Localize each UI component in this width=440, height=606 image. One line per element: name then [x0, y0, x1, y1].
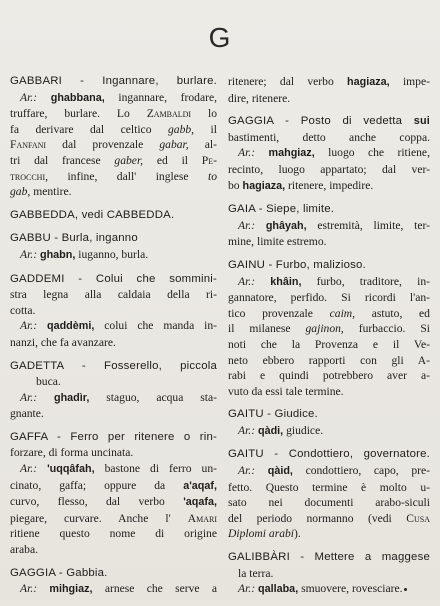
definition-line: Ar.: qàdi, giudice.: [238, 423, 324, 437]
definition-line: Ar.: ghadìr, staguo, acqua sta-: [20, 390, 217, 404]
definition-line: Ar.: ghabbana, ingannare, frodare,: [20, 90, 217, 104]
entry-gaffa: [10, 430, 217, 558]
definition-line: araba.: [10, 543, 38, 557]
entry-gaggia: [10, 566, 217, 598]
headword-line: GADETTA - Fosserello, piccola: [10, 359, 217, 372]
definition-line: neto ebbero rapporti con gli A-: [228, 353, 430, 367]
definition-line: Ar.: qàid, condottiero, capo, pre-: [238, 464, 430, 478]
definition-line: nanzi, che fa avanzare.: [10, 335, 116, 349]
definition-line: cinato, gaffa; oppure da a'aqaf,: [10, 478, 217, 492]
definition-line: recinto, luogo appartato; dal ver-: [228, 162, 430, 176]
definition-line: Fanfani dal provenzale gabar, al-: [10, 138, 217, 152]
entry-gaitu: [228, 407, 430, 439]
headword-line: GABBU - Burla, inganno: [10, 232, 138, 245]
definition-line: stra legna alla caldaia della ri-: [10, 288, 217, 302]
definition-line: trocchi, infine, dall' inglese to: [10, 169, 217, 183]
definition-line: forzare, di forma uncinata.: [10, 446, 134, 460]
headword-line: GAGGIA - Posto di vedetta sui: [228, 115, 430, 128]
headword-line: GAINU - Furbo, malizioso.: [228, 258, 366, 271]
definition-line: sato nei documenti arabo-siculi: [228, 496, 430, 510]
definition-line: noti che la Provenza e il Ve-: [228, 337, 430, 351]
definition-line: truffare, burlare. Lo Zambaldi lo: [10, 107, 218, 121]
entry-gainu: [228, 258, 430, 399]
definition-line: mine, limite estremo.: [228, 235, 327, 249]
definition-line: ritiene questo nome di origine: [10, 527, 217, 541]
entry-gaia: [228, 202, 430, 250]
headword-line: GABBEDDA, vedi CABBEDDA.: [10, 208, 175, 221]
headword-line: GADDEMI - Colui che sommini-: [10, 272, 217, 285]
entry-gaitu-2: [228, 447, 430, 542]
definition-line: del periodo normanno (vedi Cusa: [228, 511, 430, 525]
definition-line: Ar.: mahgiaz, luogo che ritiene,: [238, 146, 430, 160]
definition-line: curvo, flesso, dal verbo 'aqafa,: [10, 495, 217, 509]
definition-line: tico provenzale caim, astuto, ed: [228, 306, 430, 320]
definition-line: Ar.: 'uqqâfah, bastone di ferro un-: [20, 462, 217, 476]
definition-line: fa derivare dal celtico gabb, il: [10, 122, 218, 136]
headword-line: GAIA - Siepe, limite.: [228, 203, 335, 216]
definition-line: gannatore, perfido. Si ricordi l'an-: [228, 291, 430, 305]
left-column: [10, 74, 217, 606]
entry-galibbari: [228, 550, 430, 598]
definition-line: Diplomi arabi).: [228, 527, 301, 541]
definition-line: Ar.: qaddèmi, colui che manda in-: [20, 319, 217, 333]
right-column: [228, 74, 430, 606]
entry-gaggia-continued: [228, 74, 430, 106]
definition-line: dire, ritenere.: [228, 91, 291, 105]
entry-gaddemi: [10, 272, 217, 351]
headword-line: GAGGIA - Gabbia.: [10, 566, 108, 579]
definition-line: Ar.: khâin, furbo, traditore, in-: [238, 274, 430, 288]
definition-line: rabi e quindi potrebbero aver a-: [228, 369, 430, 383]
entry-gabbari: [10, 74, 217, 200]
definition-line: piegare, curvare. Anche l' Amari: [10, 511, 217, 525]
entry-gadetta: [10, 359, 217, 422]
definition-line: Ar.: ghabn, iuganno, burla.: [20, 247, 149, 261]
definition-line: Ar.: mihgiaz, arnese che serve a: [20, 582, 217, 596]
entry-gaggia-2: [228, 114, 430, 194]
definition-line: vuto da essi tale termine.: [228, 384, 344, 398]
definition-line: fetto. Questo termine è molto u-: [228, 480, 430, 494]
definition-line: buca.: [36, 375, 61, 389]
definition-line: bastimenti, detto anche coppa.: [228, 130, 430, 144]
entry-gabbedda: [10, 208, 217, 224]
definition-line: Ar.: ghâyah, estremità, limite, ter-: [238, 218, 430, 232]
headword-line: GAFFA - Ferro per ritenere o rin-: [10, 430, 217, 443]
headword-line: GAITU - Giudice.: [228, 408, 318, 421]
entry-gabbu: [10, 231, 217, 263]
section-letter: G: [208, 22, 232, 53]
headword-line: GALIBBÀRI - Mettere a maggese: [228, 551, 430, 564]
definition-line: gab, mentire.: [10, 185, 72, 199]
headword-line: GAITU - Condottiero, governatore.: [228, 448, 430, 461]
definition-line: Ar.: qallaba, smuovere, rovesciare.: [238, 582, 403, 596]
headword-line: GABBARI - Ingannare, burlare.: [10, 75, 217, 87]
definition-line: ritenere; dal verbo hagiaza, impe-: [228, 75, 430, 88]
definition-line: gnante.: [10, 407, 44, 421]
print-dot-mark: [404, 588, 407, 591]
definition-line: il milanese gajinon, furbaccio. Si: [228, 322, 431, 336]
definition-line: cotta.: [10, 303, 36, 317]
definition-line: la terra.: [238, 566, 274, 580]
definition-line: tri dal francese gaber, ed il Pe-: [10, 153, 217, 167]
definition-line: bo hagiaza, ritenere, impedire.: [228, 178, 374, 192]
